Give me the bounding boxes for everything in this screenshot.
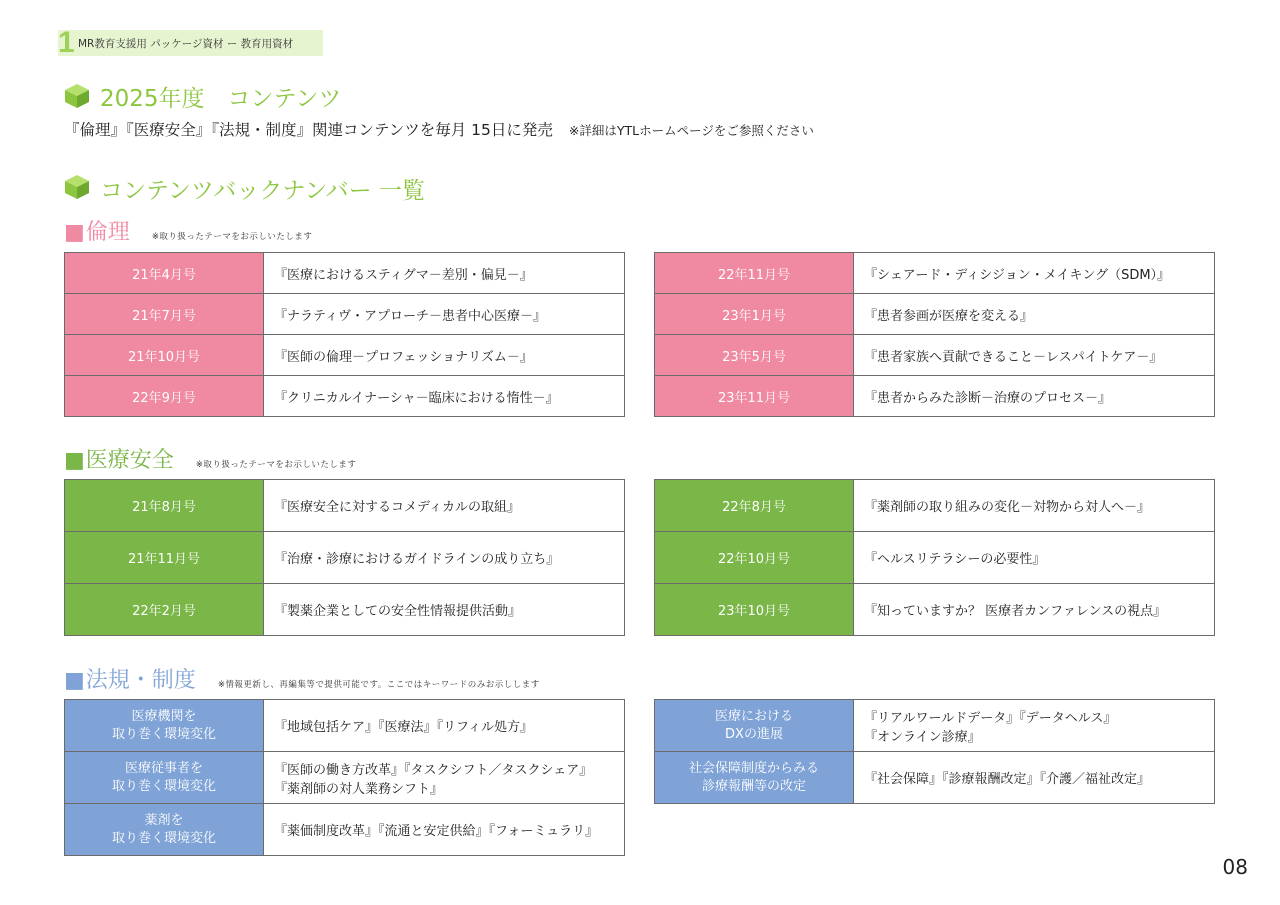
- keywords-cell: [264, 700, 625, 752]
- issue-cell: 23年5月号: [655, 335, 854, 376]
- table-row: [65, 294, 625, 335]
- keyword-line: 『リアルワールドデータ』『データヘルス』: [864, 710, 1117, 726]
- theme-cell: 『医師の倫理－プロフェッショナリズム－』: [264, 335, 625, 376]
- theme-cell: 『患者家族へ貢献できること－レスパイトケア－』: [854, 335, 1215, 376]
- keyword-line: 『オンライン診療』: [864, 729, 981, 745]
- law-note: ※情報更新し、再編集等で提供可能です。ここではキーワードのみお示しします: [217, 680, 540, 690]
- issue-cell: 21年4月号: [65, 253, 264, 294]
- table-row: [655, 752, 1215, 804]
- keyword-category-cell: [655, 752, 854, 804]
- category-line: 取り巻く環境変化: [111, 778, 216, 794]
- page-number: 08: [1222, 855, 1248, 879]
- issue-cell: 22年2月号: [65, 584, 264, 636]
- keywords-cell: [264, 752, 625, 804]
- table-row: [65, 480, 625, 532]
- table-row: [65, 804, 625, 856]
- table-row: [655, 294, 1215, 335]
- issue-cell: 21年11月号: [65, 532, 264, 584]
- table-row: [655, 253, 1215, 294]
- ethics-note: ※取り扱ったテーマをお示しいたします: [151, 232, 313, 242]
- ethics-heading: [64, 215, 312, 246]
- keyword-line: 『薬価制度改革』『流通と安定供給』『フォーミュラリ』: [274, 824, 599, 839]
- section-description: [64, 118, 814, 140]
- section-title-backnumber: コンテンツバックナンバー 一覧: [100, 178, 425, 204]
- table-row: [65, 376, 625, 417]
- keyword-category-cell: [65, 804, 264, 856]
- theme-cell: 『患者からみた診断－治療のプロセス－』: [854, 376, 1215, 417]
- category-line: 医療従事者を: [124, 760, 203, 776]
- safety-table-right: [654, 479, 1215, 636]
- issue-cell: 22年8月号: [655, 480, 854, 532]
- theme-cell: 『ナラティヴ・アプローチ－患者中心医療－』: [264, 294, 625, 335]
- category-line: 取り巻く環境変化: [111, 726, 216, 742]
- category-line: 取り巻く環境変化: [111, 830, 216, 846]
- table-row: [655, 376, 1215, 417]
- keyword-category-cell: [65, 752, 264, 804]
- law-table-left: [64, 699, 625, 856]
- category-line: 薬剤を: [144, 812, 184, 828]
- square-icon: ■: [64, 448, 85, 473]
- issue-cell: 23年11月号: [655, 376, 854, 417]
- category-line: 医療機関を: [131, 708, 197, 724]
- description-note: ※詳細はYTLホームページをご参照ください: [568, 123, 814, 138]
- issue-cell: 22年11月号: [655, 253, 854, 294]
- keywords-cell: [264, 804, 625, 856]
- theme-cell: 『クリニカルイナーシャ－臨床における惰性－』: [264, 376, 625, 417]
- keyword-line: 『医師の働き方改革』『タスクシフト／タスクシェア』: [274, 762, 593, 778]
- chapter-number: 1: [58, 26, 75, 59]
- header-label: MR教育支援用 パッケージ資材 ー 教育用資材: [78, 37, 294, 50]
- theme-cell: 『知っていますか？ 医療者カンファレンスの視点』: [854, 584, 1215, 636]
- table-row: [655, 532, 1215, 584]
- table-row: [655, 584, 1215, 636]
- safety-title: 医療安全: [85, 448, 174, 473]
- category-line: 診療報酬等の改定: [701, 778, 806, 794]
- theme-cell: 『薬剤師の取り組みの変化－対物から対人へ－』: [854, 480, 1215, 532]
- header-tag: [58, 26, 323, 59]
- table-row: [65, 700, 625, 752]
- table-row: [655, 480, 1215, 532]
- table-row: [65, 335, 625, 376]
- square-icon: ■: [64, 668, 85, 693]
- issue-cell: 22年9月号: [65, 376, 264, 417]
- issue-cell: 23年10月号: [655, 584, 854, 636]
- safety-note: ※取り扱ったテーマをお示しいたします: [195, 460, 357, 470]
- issue-cell: 21年7月号: [65, 294, 264, 335]
- cube-icon: [64, 174, 90, 200]
- safety-table-left: [64, 479, 625, 636]
- table-row: [65, 752, 625, 804]
- theme-cell: 『製薬企業としての安全性情報提供活動』: [264, 584, 625, 636]
- description-text: 『倫理』『医療安全』『法規・制度』関連コンテンツを毎月 15日に発売: [64, 121, 553, 139]
- table-row: [65, 584, 625, 636]
- table-row: [65, 253, 625, 294]
- issue-cell: 21年10月号: [65, 335, 264, 376]
- theme-cell: 『シェアード・ディシジョン・メイキング（SDM）』: [854, 253, 1215, 294]
- law-heading: [64, 663, 540, 694]
- ethics-table-left: [64, 252, 625, 417]
- issue-cell: 23年1月号: [655, 294, 854, 335]
- category-line: DXの進展: [725, 726, 783, 742]
- square-icon: ■: [64, 220, 85, 245]
- theme-cell: 『医療におけるスティグマ－差別・偏見－』: [264, 253, 625, 294]
- law-title: 法規・制度: [85, 668, 196, 693]
- theme-cell: 『医療安全に対するコメディカルの取組』: [264, 480, 625, 532]
- keyword-category-cell: [655, 700, 854, 752]
- category-line: 社会保障制度からみる: [688, 760, 819, 776]
- cube-icon: [64, 83, 90, 109]
- category-line: 医療における: [714, 708, 793, 724]
- ethics-table-right: [654, 252, 1215, 417]
- ethics-title: 倫理: [85, 220, 130, 245]
- table-row: [655, 335, 1215, 376]
- keywords-cell: [854, 752, 1215, 804]
- theme-cell: 『治療・診療におけるガイドラインの成り立ち』: [264, 532, 625, 584]
- table-row: [655, 700, 1215, 752]
- theme-cell: 『ヘルスリテラシーの必要性』: [854, 532, 1215, 584]
- keyword-category-cell: [65, 700, 264, 752]
- section-title-2025: 2025年度 コンテンツ: [100, 86, 342, 112]
- keyword-line: 『社会保障』『診療報酬改定』『介護／福祉改定』: [864, 772, 1151, 787]
- law-table-right: [654, 699, 1215, 804]
- table-row: [65, 532, 625, 584]
- issue-cell: 22年10月号: [655, 532, 854, 584]
- keyword-line: 『地域包括ケア』『医療法』『リフィル処方』: [274, 720, 533, 735]
- keywords-cell: [854, 700, 1215, 752]
- issue-cell: 21年8月号: [65, 480, 264, 532]
- keyword-line: 『薬剤師の対人業務シフト』: [274, 781, 444, 797]
- theme-cell: 『患者参画が医療を変える』: [854, 294, 1215, 335]
- safety-heading: [64, 443, 356, 474]
